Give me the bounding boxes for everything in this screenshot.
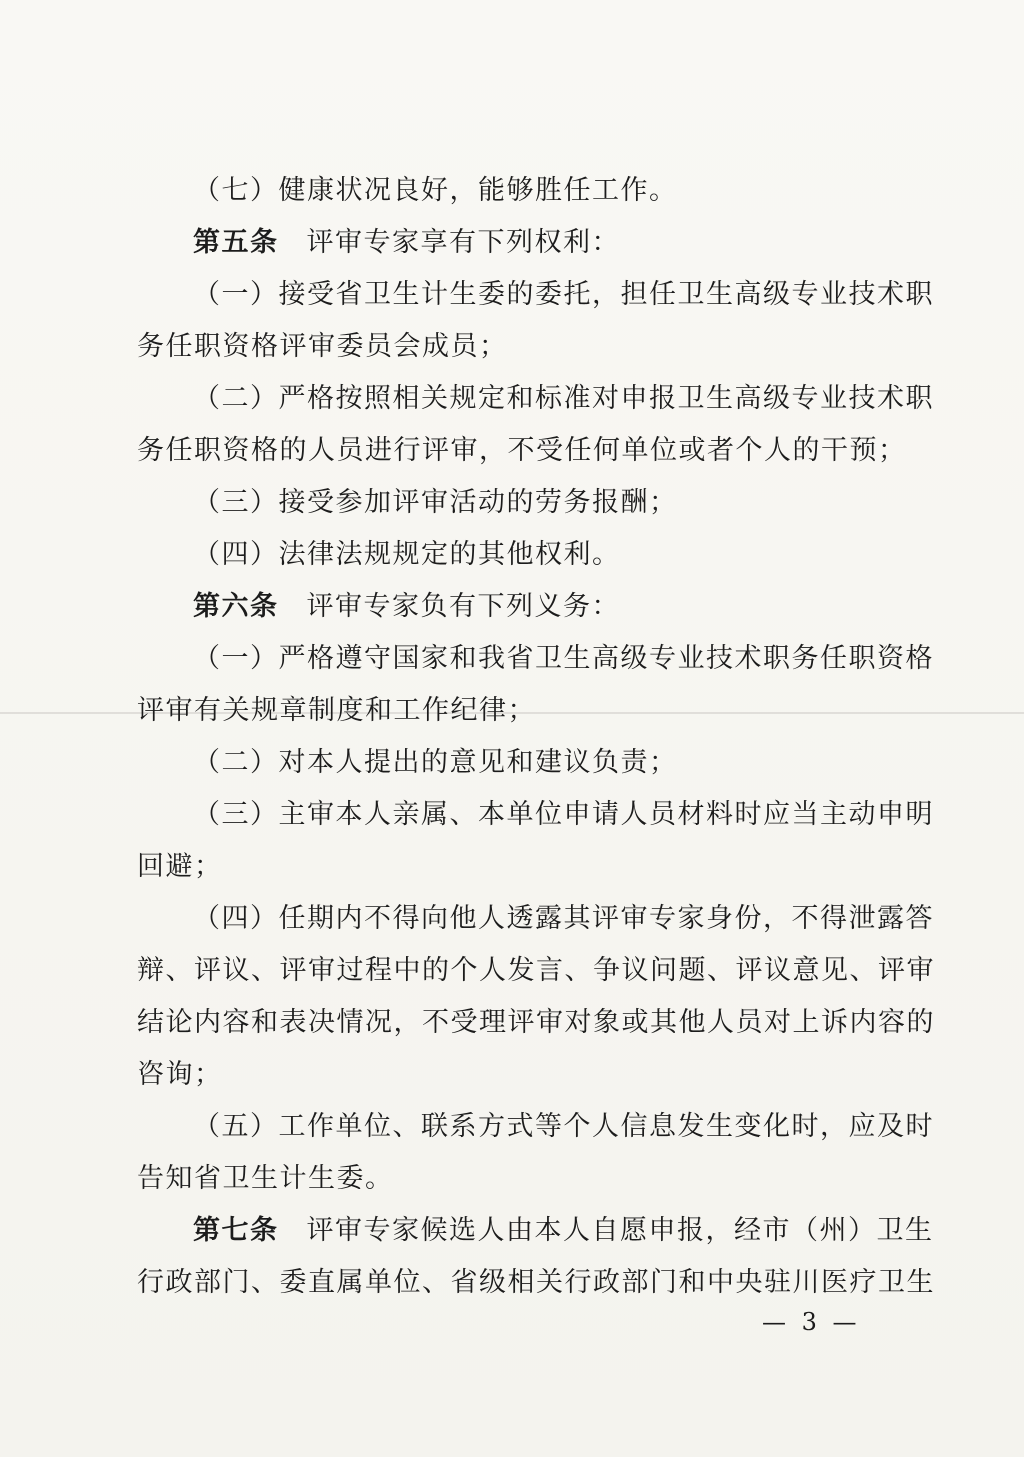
paragraph-line: （二）对本人提出的意见和建议负责； bbox=[193, 747, 678, 778]
paragraph-line: （七）健康状况良好，能够胜任工作。 bbox=[193, 175, 678, 206]
paragraph-line: 行政部门、委直属单位、省级相关行政部门和中央驻川医疗卫生 bbox=[137, 1267, 935, 1298]
paragraph-line: （二）严格按照相关规定和标准对申报卫生高级专业技术职 bbox=[193, 383, 934, 414]
paragraph-line: （三）主审本人亲属、本单位申请人员材料时应当主动申明 bbox=[193, 799, 934, 830]
article-number: 第五条 bbox=[193, 227, 279, 258]
article-number: 第六条 bbox=[193, 591, 279, 622]
page-number: — 3 — bbox=[762, 1308, 861, 1336]
paragraph-line: 务任职资格的人员进行评审，不受任何单位或者个人的干预； bbox=[137, 435, 907, 466]
article-heading-line: 第七条 评审专家候选人由本人自愿申报，经市（州）卫生 bbox=[193, 1215, 934, 1246]
paragraph-line: 务任职资格评审委员会成员； bbox=[137, 331, 508, 362]
paragraph-line: 回避； bbox=[137, 851, 223, 882]
paragraph-line: （一）严格遵守国家和我省卫生高级专业技术职务任职资格 bbox=[193, 643, 934, 674]
article-number: 第七条 bbox=[193, 1215, 279, 1246]
article-heading-line: 第六条 评审专家负有下列义务： bbox=[193, 591, 620, 622]
paragraph-line: 告知省卫生计生委。 bbox=[137, 1163, 394, 1194]
paragraph-line: （五）工作单位、联系方式等个人信息发生变化时，应及时 bbox=[193, 1111, 934, 1142]
paragraph-line: （三）接受参加评审活动的劳务报酬； bbox=[193, 487, 678, 518]
article-heading-line: 第五条 评审专家享有下列权利： bbox=[193, 227, 620, 258]
paragraph-line: 咨询； bbox=[137, 1059, 223, 1090]
paragraph-line: 辩、评议、评审过程中的个人发言、争议问题、评议意见、评审 bbox=[137, 955, 935, 986]
paragraph-line: 结论内容和表决情况，不受理评审对象或其他人员对上诉内容的 bbox=[137, 1007, 935, 1038]
paragraph-line: （四）任期内不得向他人透露其评审专家身份，不得泄露答 bbox=[193, 903, 934, 934]
paragraph-line: （一）接受省卫生计生委的委托，担任卫生高级专业技术职 bbox=[193, 279, 934, 310]
paragraph-line: 评审有关规章制度和工作纪律； bbox=[137, 695, 536, 726]
document-body bbox=[137, 165, 935, 1309]
paragraph-line: （四）法律法规规定的其他权利。 bbox=[193, 539, 621, 570]
